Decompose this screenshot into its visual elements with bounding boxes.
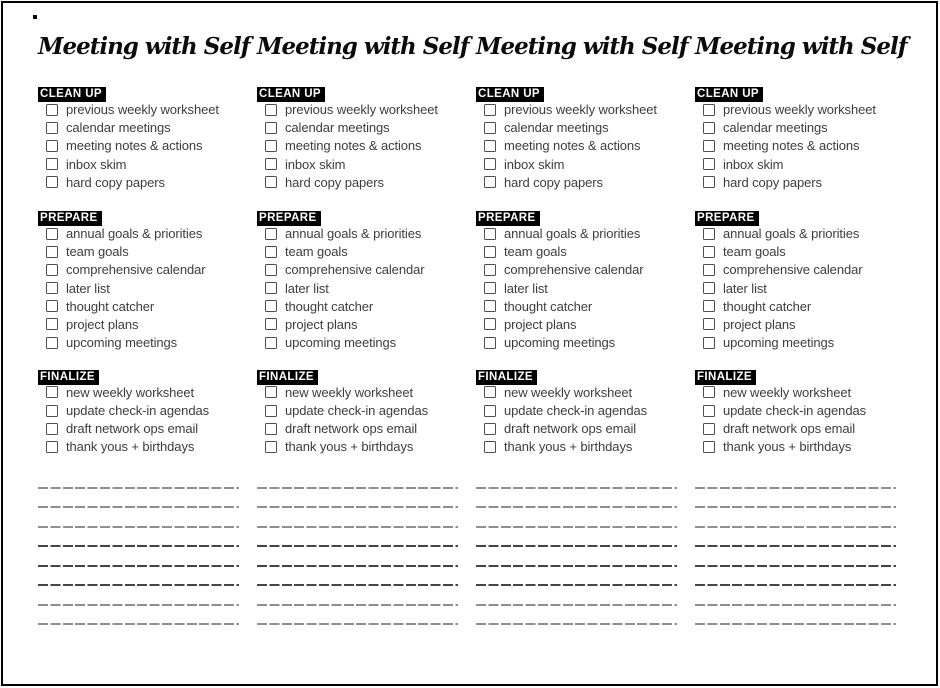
item-label: thought catcher [285,298,374,314]
section-header-row [38,368,245,383]
checklist-row [695,383,902,401]
section-item-list [257,224,464,351]
checkbox[interactable] [703,441,715,453]
checklist-row [38,173,245,191]
checkbox[interactable] [484,337,496,349]
notes-line [38,526,245,546]
notes-line [38,604,245,624]
section-label: CLEAN UP [476,87,544,102]
checklist-row [257,137,464,155]
checkbox[interactable] [484,122,496,134]
checkbox[interactable] [703,405,715,417]
section-item-list [257,383,464,456]
checklist-row [38,261,245,279]
checkbox[interactable] [484,104,496,116]
checkbox[interactable] [484,423,496,435]
checkbox[interactable] [703,264,715,276]
checkbox[interactable] [46,386,58,398]
checkbox[interactable] [46,122,58,134]
section-item-list [476,224,683,351]
item-label: new weekly worksheet [504,384,633,400]
item-label: calendar meetings [285,120,390,136]
column-title: Meeting with Self [476,33,688,60]
section-label: CLEAN UP [257,87,325,102]
section-label: CLEAN UP [38,87,106,102]
checkbox[interactable] [265,122,277,134]
item-label: previous weekly worksheet [285,102,438,118]
item-label: comprehensive calendar [723,262,863,278]
checklist-row [257,119,464,137]
item-label: inbox skim [285,156,346,172]
item-label: inbox skim [66,156,127,172]
checkbox[interactable] [46,337,58,349]
checklist-row [695,334,902,352]
checklist-row [695,101,902,119]
checklist-row [476,173,683,191]
checklist-row [476,243,683,261]
checklist-row [695,315,902,333]
item-label: previous weekly worksheet [66,102,219,118]
checkbox[interactable] [46,441,58,453]
notes-line [476,584,683,604]
item-label: hard copy papers [504,174,603,190]
item-label: annual goals & priorities [285,226,422,242]
section-label: FINALIZE [695,370,756,385]
notes-line [476,623,683,643]
notes-line [257,545,464,565]
checklist-row [695,420,902,438]
item-label: project plans [66,316,139,332]
checklist-row [257,383,464,401]
column-title: Meeting with Self [257,33,469,60]
item-label: later list [504,280,548,296]
item-label: update check-in agendas [285,403,428,419]
item-label: thank yous + birthdays [285,439,414,455]
notes-line [476,545,683,565]
checklist-row [38,101,245,119]
section-header-row [695,85,902,100]
checklist-row [38,315,245,333]
item-label: draft network ops email [285,421,418,437]
checklist-row [695,243,902,261]
checkbox[interactable] [484,318,496,330]
checkbox[interactable] [265,158,277,170]
section-header-row [476,209,683,224]
item-label: hard copy papers [285,174,384,190]
item-label: thought catcher [504,298,593,314]
item-label: upcoming meetings [504,335,616,351]
item-label: inbox skim [504,156,565,172]
checklist-row [476,119,683,137]
checklist-row [476,101,683,119]
checklist-row [476,420,683,438]
item-label: previous weekly worksheet [504,102,657,118]
notes-line [695,545,902,565]
section-item-list [38,383,245,456]
checkbox[interactable] [265,140,277,152]
item-label: team goals [285,244,348,260]
item-label: project plans [504,316,577,332]
checkbox[interactable] [265,318,277,330]
checkbox[interactable] [484,158,496,170]
checkbox[interactable] [265,423,277,435]
section-item-list [257,101,464,192]
checkbox[interactable] [484,140,496,152]
checkbox[interactable] [703,140,715,152]
section-item-list [695,101,902,192]
item-label: project plans [285,316,358,332]
section-label: PREPARE [476,211,540,226]
checklist-row [38,401,245,419]
item-label: update check-in agendas [66,403,209,419]
checkbox[interactable] [703,300,715,312]
checklist-row [38,137,245,155]
notes-lines [38,487,245,643]
item-label: new weekly worksheet [723,384,852,400]
checkbox[interactable] [265,282,277,294]
checklist-row [38,334,245,352]
checklist-row [38,243,245,261]
checklist-row [695,438,902,456]
section-header-row [695,209,902,224]
notes-line [257,526,464,546]
section-item-list [476,383,683,456]
section-item-list [38,224,245,351]
checkbox[interactable] [484,176,496,188]
notes-line [257,487,464,507]
section-label: FINALIZE [257,370,318,385]
checklist-row [476,315,683,333]
column-title: Meeting with Self [38,33,250,60]
item-label: comprehensive calendar [504,262,644,278]
notes-line [695,565,902,585]
checkbox[interactable] [265,228,277,240]
section-item-list [38,101,245,192]
checklist-row [257,224,464,242]
notes-line [695,584,902,604]
checkbox[interactable] [703,176,715,188]
notes-line [695,623,902,643]
section-header-row [476,85,683,100]
section-header-row [695,368,902,383]
item-label: annual goals & priorities [66,226,203,242]
checkbox[interactable] [703,337,715,349]
checklist-row [476,334,683,352]
checklist-row [257,315,464,333]
checklist-row [257,243,464,261]
checklist-row [476,383,683,401]
checklist-column [257,0,469,643]
checkbox[interactable] [484,264,496,276]
checklist-row [257,101,464,119]
notes-line [257,604,464,624]
checkbox[interactable] [484,441,496,453]
item-label: team goals [723,244,786,260]
checklist-row [695,155,902,173]
checklist-row [695,137,902,155]
item-label: comprehensive calendar [285,262,425,278]
checkbox[interactable] [46,300,58,312]
notes-line [38,623,245,643]
checklist-columns [38,0,907,643]
item-label: calendar meetings [504,120,609,136]
item-label: upcoming meetings [66,335,178,351]
checklist-row [257,155,464,173]
item-label: meeting notes & actions [66,138,203,154]
section-label: FINALIZE [38,370,99,385]
checkbox[interactable] [46,176,58,188]
item-label: new weekly worksheet [66,384,195,400]
checkbox[interactable] [703,423,715,435]
item-label: hard copy papers [66,174,165,190]
checkbox[interactable] [703,386,715,398]
item-label: project plans [723,316,796,332]
checkbox[interactable] [703,158,715,170]
item-label: draft network ops email [723,421,856,437]
item-label: team goals [504,244,567,260]
item-label: inbox skim [723,156,784,172]
checkbox[interactable] [265,405,277,417]
notes-line [695,526,902,546]
item-label: calendar meetings [66,120,171,136]
notes-line [257,584,464,604]
checkbox[interactable] [484,300,496,312]
section-header-row [257,368,464,383]
checkbox[interactable] [46,140,58,152]
checklist-row [257,334,464,352]
checkbox[interactable] [265,104,277,116]
checkbox[interactable] [484,405,496,417]
checkbox[interactable] [46,158,58,170]
checkbox[interactable] [265,300,277,312]
checkbox[interactable] [46,423,58,435]
checkbox[interactable] [46,264,58,276]
item-label: meeting notes & actions [285,138,422,154]
section-item-list [476,101,683,192]
notes-line [257,565,464,585]
notes-line [695,604,902,624]
checklist-row [695,297,902,315]
checklist-row [257,438,464,456]
checkbox[interactable] [484,386,496,398]
checkbox[interactable] [484,228,496,240]
item-label: draft network ops email [504,421,637,437]
item-label: thank yous + birthdays [66,439,195,455]
checklist-row [695,261,902,279]
item-label: hard copy papers [723,174,822,190]
checklist-row [38,119,245,137]
checklist-row [476,279,683,297]
checklist-row [476,261,683,279]
item-label: meeting notes & actions [723,138,860,154]
checkbox[interactable] [46,228,58,240]
checkbox[interactable] [265,337,277,349]
item-label: annual goals & priorities [504,226,641,242]
notes-line [38,565,245,585]
corner-dot [33,15,37,19]
section-item-list [695,224,902,351]
item-label: update check-in agendas [504,403,647,419]
checkbox[interactable] [46,246,58,258]
item-label: update check-in agendas [723,403,866,419]
notes-lines [257,487,464,643]
checkbox[interactable] [265,441,277,453]
notes-line [476,565,683,585]
section-item-list [695,383,902,456]
checkbox[interactable] [46,405,58,417]
item-label: previous weekly worksheet [723,102,876,118]
checklist-row [257,173,464,191]
notes-lines [695,487,902,643]
item-label: new weekly worksheet [285,384,414,400]
checkbox[interactable] [46,104,58,116]
notes-line [476,487,683,507]
section-label: PREPARE [38,211,102,226]
checkbox[interactable] [703,282,715,294]
checkbox[interactable] [703,228,715,240]
checklist-row [38,224,245,242]
item-label: thought catcher [66,298,155,314]
checklist-row [38,279,245,297]
checkbox[interactable] [46,282,58,294]
item-label: meeting notes & actions [504,138,641,154]
checklist-row [257,401,464,419]
notes-line [695,487,902,507]
checklist-row [38,155,245,173]
checkbox[interactable] [703,246,715,258]
checkbox[interactable] [265,246,277,258]
checkbox[interactable] [265,264,277,276]
checklist-row [257,261,464,279]
item-label: later list [723,280,767,296]
item-label: comprehensive calendar [66,262,206,278]
section-label: PREPARE [695,211,759,226]
checklist-row [695,224,902,242]
item-label: thank yous + birthdays [723,439,852,455]
section-label: CLEAN UP [695,87,763,102]
section-label: FINALIZE [476,370,537,385]
notes-line [38,584,245,604]
item-label: upcoming meetings [723,335,835,351]
notes-line [38,487,245,507]
checkbox[interactable] [265,386,277,398]
checklist-row [257,279,464,297]
section-header-row [38,209,245,224]
item-label: team goals [66,244,129,260]
checklist-row [695,119,902,137]
checklist-row [476,401,683,419]
checklist-column [695,0,907,643]
item-label: thank yous + birthdays [504,439,633,455]
section-header-row [38,85,245,100]
notes-line [257,506,464,526]
checklist-row [476,224,683,242]
checklist-row [476,155,683,173]
checkbox[interactable] [484,282,496,294]
column-title: Meeting with Self [695,33,907,60]
checklist-column [476,0,688,643]
notes-line [476,506,683,526]
checklist-row [476,297,683,315]
checklist-row [257,297,464,315]
item-label: calendar meetings [723,120,828,136]
item-label: upcoming meetings [285,335,397,351]
checkbox[interactable] [265,176,277,188]
section-header-row [257,85,464,100]
checklist-row [38,297,245,315]
checklist-row [38,420,245,438]
checklist-row [38,383,245,401]
checkbox[interactable] [46,318,58,330]
item-label: annual goals & priorities [723,226,860,242]
section-label: PREPARE [257,211,321,226]
checkbox[interactable] [703,104,715,116]
checkbox[interactable] [484,246,496,258]
section-header-row [257,209,464,224]
notes-line [38,545,245,565]
notes-line [476,604,683,624]
notes-line [476,526,683,546]
item-label: thought catcher [723,298,812,314]
checklist-row [695,401,902,419]
notes-line [695,506,902,526]
item-label: later list [285,280,329,296]
notes-line [257,623,464,643]
notes-lines [476,487,683,643]
checklist-row [38,438,245,456]
checklist-row [257,420,464,438]
notes-line [38,506,245,526]
checklist-row [695,279,902,297]
checkbox[interactable] [703,122,715,134]
checklist-row [695,173,902,191]
checkbox[interactable] [703,318,715,330]
checklist-column [38,0,250,643]
item-label: draft network ops email [66,421,199,437]
section-header-row [476,368,683,383]
checklist-row [476,137,683,155]
item-label: later list [66,280,110,296]
checklist-row [476,438,683,456]
